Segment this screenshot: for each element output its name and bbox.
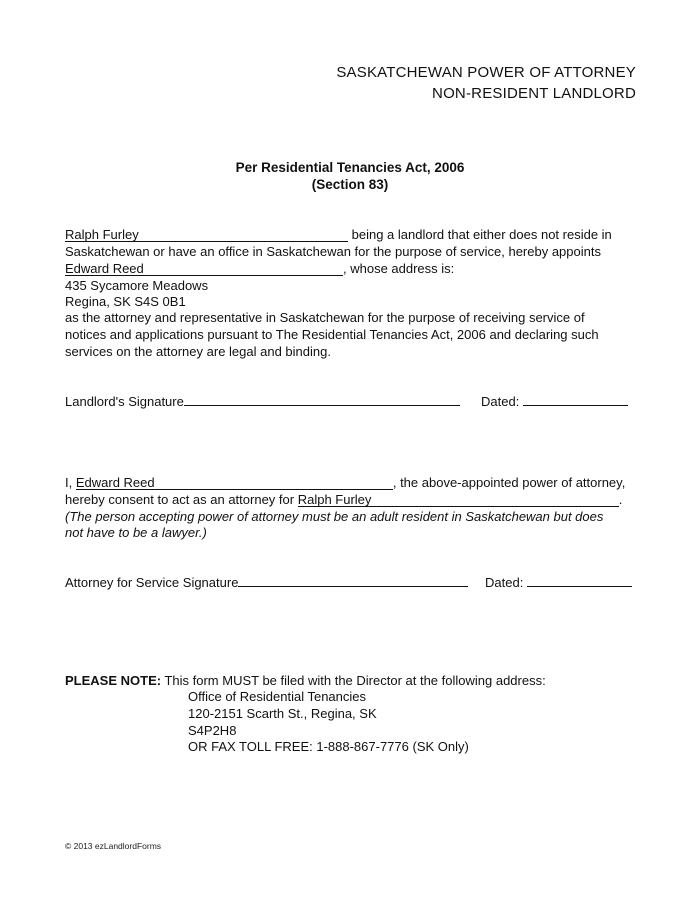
address-line-1: 435 Sycamore Meadows bbox=[65, 278, 209, 293]
office-street: 120-2151 Scarth St., Regina, SK bbox=[188, 706, 377, 721]
please-note-label: PLEASE NOTE: bbox=[65, 673, 162, 688]
consent-attorney-field[interactable] bbox=[76, 476, 393, 490]
consent-note-2: not have to be a lawyer.) bbox=[65, 525, 207, 540]
consent-note-1: (The person accepting power of attorney must be an adult resident in Saskatchewan but does bbox=[65, 509, 604, 524]
filing-note bbox=[65, 673, 546, 689]
landlord-dated-label: Dated: bbox=[481, 394, 520, 409]
form-title-line1: SASKATCHEWAN POWER OF ATTORNEY bbox=[336, 64, 636, 81]
appointment-text-2: , whose address is: bbox=[343, 261, 455, 276]
attorney-signature-field[interactable] bbox=[238, 574, 468, 587]
consent-period: . bbox=[618, 492, 623, 507]
attorney-name-field[interactable] bbox=[65, 262, 343, 276]
landlord-name-field[interactable] bbox=[65, 228, 348, 242]
attorney-dated-row bbox=[485, 574, 632, 591]
landlord-signature-label: Landlord's Signature bbox=[65, 394, 184, 409]
consent-text-2: hereby consent to act as an attorney for bbox=[65, 492, 298, 507]
office-name: Office of Residential Tenancies bbox=[188, 689, 367, 704]
landlord-dated-row bbox=[481, 393, 628, 410]
consent-attorney-value: Edward Reed bbox=[75, 475, 155, 490]
please-note-text: This form MUST be filed with the Director at the following address: bbox=[161, 673, 546, 688]
appointment-body-3: services on the attorney are legal and binding. bbox=[65, 344, 331, 359]
act-reference: Per Residential Tenancies Act, 2006 bbox=[235, 160, 465, 175]
consent-landlord-value: Ralph Furley bbox=[297, 492, 372, 507]
appointment-line-2: Saskatchewan or have an office in Saskatchewan for the purpose of service, hereby appoints bbox=[65, 244, 601, 259]
attorney-dated-label: Dated: bbox=[485, 575, 524, 590]
appointment-text-1: being a landlord that either does not reside in bbox=[348, 227, 612, 242]
attorney-signature-row bbox=[65, 574, 468, 591]
consent-text-1: , the above-appointed power of attorney, bbox=[392, 475, 626, 490]
consent-line-1 bbox=[65, 475, 625, 491]
landlord-name-value: Ralph Furley bbox=[65, 227, 139, 242]
appointment-body-1: as the attorney and representative in Saskatchewan for the purpose of receiving service of bbox=[65, 310, 585, 325]
landlord-signature-row bbox=[65, 393, 460, 410]
copyright-notice: © 2013 ezLandlordForms bbox=[65, 841, 162, 851]
appointment-line-3 bbox=[65, 261, 454, 277]
attorney-date-field[interactable] bbox=[527, 574, 632, 587]
landlord-signature-field[interactable] bbox=[184, 393, 460, 406]
form-title-line2: NON-RESIDENT LANDLORD bbox=[432, 85, 636, 102]
consent-prefix: I, bbox=[65, 475, 76, 490]
office-postal-code: S4P2H8 bbox=[188, 723, 237, 738]
attorney-name-value: Edward Reed bbox=[65, 261, 144, 276]
appointment-body-2: notices and applications pursuant to The Residential Tenancies Act, 2006 and declaring such bbox=[65, 327, 599, 342]
landlord-date-field[interactable] bbox=[523, 393, 628, 406]
consent-landlord-field[interactable] bbox=[298, 493, 619, 507]
address-line-2: Regina, SK S4S 0B1 bbox=[65, 294, 186, 309]
section-reference: (Section 83) bbox=[311, 177, 389, 192]
consent-line-2 bbox=[65, 492, 622, 508]
appointment-line-1 bbox=[65, 227, 612, 243]
attorney-signature-label: Attorney for Service Signature bbox=[65, 575, 239, 590]
office-fax: OR FAX TOLL FREE: 1-888-867-7776 (SK Only) bbox=[188, 739, 469, 754]
